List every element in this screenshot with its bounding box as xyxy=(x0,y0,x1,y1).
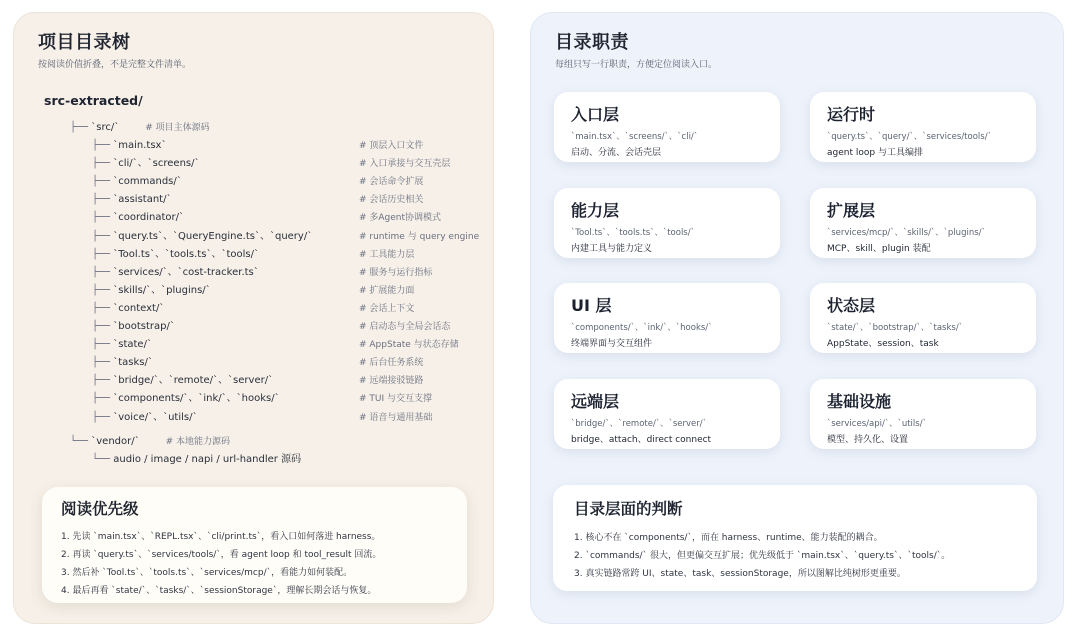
role-card-paths: `services/mcp/`、`skills/`、`plugins/` xyxy=(827,228,986,238)
tree-row xyxy=(92,451,301,469)
role-card-paths: `services/api/`、`utils/` xyxy=(827,419,927,429)
tree-branch: └── xyxy=(92,454,114,465)
tree-branch: └── xyxy=(70,436,92,447)
tree-path: `bootstrap/` xyxy=(113,321,175,332)
tree-row xyxy=(70,433,230,451)
role-card-entry xyxy=(554,92,780,162)
tree-branch: ├── xyxy=(92,321,114,332)
tree-branch: ├── xyxy=(92,339,114,351)
tree-row xyxy=(92,264,433,282)
tree-comment: # 入口承接与交互壳层 xyxy=(359,159,451,170)
tree-row xyxy=(92,409,433,427)
tree-comment: # TUI 与交互支撑 xyxy=(359,394,433,405)
role-card-capability xyxy=(554,188,780,258)
role-card-desc: bridge、attach、direct connect xyxy=(571,435,712,445)
tree-row xyxy=(92,191,424,209)
tree-row xyxy=(92,318,451,336)
role-card-desc: AppState、session、task xyxy=(827,339,939,349)
directory-roles-panel xyxy=(530,12,1064,624)
role-card-title: 能力层 xyxy=(571,201,620,220)
role-card-desc: 终端界面与交互组件 xyxy=(571,339,653,349)
reading-item: 3. 然后补 `Tool.ts`、`tools.ts`、`services/mcp/`，看能力如何装配。 xyxy=(61,568,353,578)
tree-row xyxy=(92,137,424,155)
reading-item: 4. 最后再看 `state/`、`tasks/`、`sessionStorage`，理解长期会话与恢复。 xyxy=(61,586,377,596)
role-card-infrastructure xyxy=(810,379,1036,449)
tree-path: `state/` xyxy=(113,339,152,351)
reading-priority-card xyxy=(42,487,467,603)
roles-panel-title: 目录职责 xyxy=(555,32,629,53)
role-card-title: 状态层 xyxy=(827,296,876,315)
tree-row xyxy=(92,228,480,246)
tree-comment: # 本地能力源码 xyxy=(165,437,231,447)
tree-branch: ├── xyxy=(92,266,114,278)
role-card-title: 远端层 xyxy=(571,392,620,411)
tree-panel-subtitle: 按阅读价值折叠，不是完整文件清单。 xyxy=(38,60,192,70)
tree-comment: # 后台任务系统 xyxy=(359,358,424,369)
tree-path: `commands/` xyxy=(113,176,182,188)
tree-branch: ├── xyxy=(92,284,114,296)
tree-comment: # 项目主体源码 xyxy=(145,123,210,133)
role-card-desc: 启动、分流、会话壳层 xyxy=(571,148,662,158)
tree-panel-title: 项目目录树 xyxy=(38,32,131,53)
tree-branch: ├── xyxy=(92,248,114,260)
tree-branch: ├── xyxy=(92,375,114,387)
tree-comment: # runtime 与 query engine xyxy=(359,231,480,242)
reading-item: 2. 再读 `query.ts`、`services/tools/`，看 agent loop 和 tool_result 回流。 xyxy=(61,550,382,560)
tree-row xyxy=(70,119,210,137)
tree-path: `vendor/` xyxy=(91,436,140,447)
tree-path: `components/`、`ink/`、`hooks/` xyxy=(113,393,280,405)
role-card-ui xyxy=(554,283,780,353)
tree-branch: ├── xyxy=(70,122,92,133)
tree-branch: ├── xyxy=(92,393,114,405)
tree-branch: ├── xyxy=(92,158,114,170)
tree-row xyxy=(92,155,451,173)
tree-comment: # 启动态与全局会话态 xyxy=(359,322,451,332)
role-card-paths: `state/`、`bootstrap/`、`tasks/` xyxy=(827,323,963,333)
role-card-desc: 内建工具与能力定义 xyxy=(571,244,653,254)
tree-comment: # 扩展能力面 xyxy=(359,285,415,296)
tree-comment: # 多Agent协调模式 xyxy=(359,213,442,224)
role-card-paths: `components/`、`ink/`、`hooks/` xyxy=(571,323,713,333)
role-card-desc: agent loop 与工具编排 xyxy=(827,148,923,158)
reading-item: 1. 先读 `main.tsx`、`REPL.tsx`、`cli/print.ts`，看入口如何落进 harness。 xyxy=(61,532,381,542)
role-card-title: 扩展层 xyxy=(827,201,876,220)
role-card-title: UI 层 xyxy=(571,296,612,315)
tree-comment: # 会话上下文 xyxy=(359,303,415,314)
judgement-item: 3. 真实链路常跨 UI、state、task、sessionStorage，所以图解比纯树形更重要。 xyxy=(574,569,906,579)
tree-path: `assistant/` xyxy=(113,194,172,206)
tree-branch: ├── xyxy=(92,411,114,423)
judgement-title: 目录层面的判断 xyxy=(574,500,683,518)
tree-row xyxy=(92,300,415,318)
tree-path: `main.tsx` xyxy=(113,140,167,151)
tree-branch: ├── xyxy=(92,230,114,242)
directory-tree-panel xyxy=(13,12,494,624)
roles-panel-subtitle: 每组只写一行职责，方便定位阅读入口。 xyxy=(555,60,718,70)
tree-path: `context/` xyxy=(113,302,165,314)
role-card-title: 基础设施 xyxy=(827,392,892,411)
tree-path: `query.ts`、`QueryEngine.ts`、`query/` xyxy=(113,230,313,242)
tree-row xyxy=(92,282,415,300)
tree-comment: # 语音与通用基础 xyxy=(359,412,433,423)
tree-row xyxy=(92,354,424,372)
role-card-paths: `bridge/`、`remote/`、`server/` xyxy=(571,419,707,429)
tree-row xyxy=(92,209,442,227)
tree-path: audio / image / napi / url-handler 源码 xyxy=(113,454,302,465)
tree-row xyxy=(92,173,424,191)
role-card-title: 运行时 xyxy=(827,105,876,124)
role-card-desc: 模型、持久化、设置 xyxy=(827,435,909,445)
tree-path: `services/`、`cost-tracker.ts` xyxy=(113,266,259,278)
tree-branch: ├── xyxy=(92,357,114,369)
directory-judgement-card xyxy=(553,485,1037,591)
role-card-runtime xyxy=(810,92,1036,162)
tree-comment: # 工具能力层 xyxy=(359,249,415,260)
tree-comment: # 顶层入口文件 xyxy=(359,141,424,151)
tree-path: `cli/`、`screens/` xyxy=(113,158,200,170)
tree-comment: # 远端接驳链路 xyxy=(359,376,424,387)
tree-path: `skills/`、`plugins/` xyxy=(113,284,211,296)
tree-row xyxy=(92,246,415,264)
role-card-paths: `query.ts`、`query/`、`services/tools/` xyxy=(827,132,992,142)
judgement-item: 1. 核心不在 `components/`，而在 harness、runtime、能力装配的耦合。 xyxy=(574,533,883,543)
tree-row xyxy=(92,372,424,390)
tree-path: `src/` xyxy=(91,122,120,133)
role-card-paths: `Tool.ts`、`tools.ts`、`tools/` xyxy=(571,228,695,238)
tree-branch: ├── xyxy=(92,194,114,206)
judgement-item: 2. `commands/` 很大，但更偏交互扩展；优先级低于 `main.tsx`、`query.ts`、`tools/`。 xyxy=(574,551,951,561)
tree-comment: # 会话命令扩展 xyxy=(359,177,424,188)
role-card-state xyxy=(810,283,1036,353)
tree-path: `tasks/` xyxy=(113,357,153,369)
role-card-remote xyxy=(554,379,780,449)
role-card-extension xyxy=(810,188,1036,258)
role-card-title: 入口层 xyxy=(571,105,620,124)
tree-row xyxy=(92,390,433,408)
tree-path: `Tool.ts`、`tools.ts`、`tools/` xyxy=(113,248,259,260)
tree-branch: ├── xyxy=(92,212,114,224)
role-card-desc: MCP、skill、plugin 装配 xyxy=(827,244,931,254)
role-card-paths: `main.tsx`、`screens/`、`cli/` xyxy=(571,132,699,142)
tree-branch: ├── xyxy=(92,302,114,314)
tree-branch: ├── xyxy=(92,140,114,151)
tree-comment: # AppState 与状态存储 xyxy=(359,340,459,351)
tree-path: `coordinator/` xyxy=(113,212,185,224)
tree-comment: # 会话历史相关 xyxy=(359,195,424,206)
reading-priority-title: 阅读优先级 xyxy=(61,500,139,518)
tree-branch: ├── xyxy=(92,176,114,188)
tree-row xyxy=(92,336,459,354)
tree-path: `bridge/`、`remote/`、`server/` xyxy=(113,375,274,387)
tree-root: src-extracted/ xyxy=(44,93,143,108)
tree-comment: # 服务与运行指标 xyxy=(359,267,433,278)
tree-path: `voice/`、`utils/` xyxy=(113,411,198,423)
